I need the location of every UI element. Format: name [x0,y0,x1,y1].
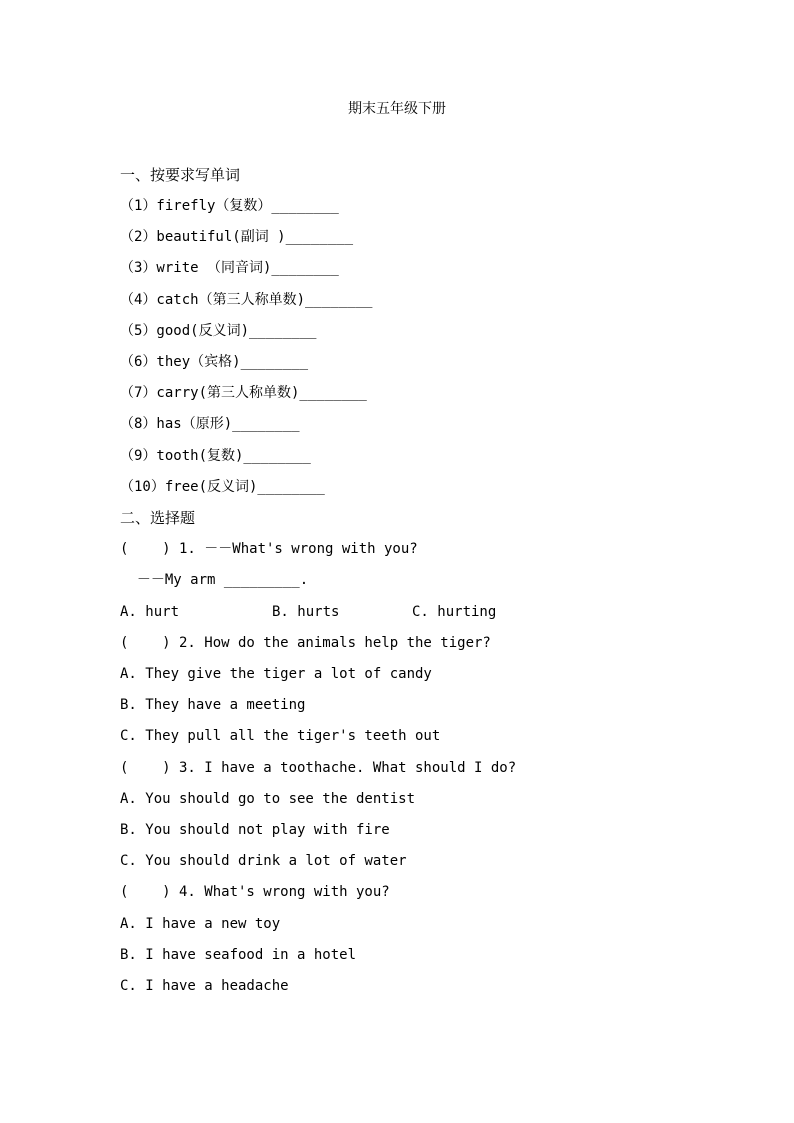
question-stem: ( ) 3. I have a toothache. What should I do? [120,760,517,776]
option-a: A. You should go to see the dentist [120,791,416,807]
vocab-item: （5）good(反义词)________ [120,323,317,339]
option-b: B. I have seafood in a hotel [120,947,357,963]
option-c: C. You should drink a lot of water [120,853,407,869]
vocab-item: （7）carry(第三人称单数)________ [120,385,367,401]
question-stem: ( ) 2. How do the animals help the tiger? [120,635,491,651]
option-b: B. They have a meeting [120,697,306,713]
option-c: C. hurting [412,604,497,620]
vocab-item: （3）write （同音词)________ [120,260,339,276]
question-stem-continued: －－My arm _________. [120,572,309,588]
section-heading-choice: 二、选择题 [120,509,196,527]
vocab-item: （2）beautiful(副词 )________ [120,229,354,245]
option-c: C. I have a headache [120,978,289,994]
page-title: 期末五年级下册 [348,101,446,117]
section-heading-vocab: 一、按要求写单词 [120,166,241,184]
option-b: B. You should not play with fire [120,822,390,838]
vocab-item: （4）catch（第三人称单数)________ [120,292,373,308]
vocab-item: （6）they（宾格)________ [120,354,309,370]
option-c: C. They pull all the tiger's teeth out [120,728,441,744]
vocab-item: （10）free(反义词)________ [120,479,325,495]
option-b: B. hurts [272,604,340,620]
vocab-item: （8）has（原形)________ [120,416,300,432]
question-stem: ( ) 1. －－What's wrong with you? [120,541,418,557]
question-stem: ( ) 4. What's wrong with you? [120,884,390,900]
vocab-item: （1）firefly（复数）________ [120,198,339,214]
option-a: A. They give the tiger a lot of candy [120,666,432,682]
option-a: A. I have a new toy [120,916,281,932]
option-a: A. hurt [120,604,180,620]
vocab-item: （9）tooth(复数)________ [120,448,311,464]
